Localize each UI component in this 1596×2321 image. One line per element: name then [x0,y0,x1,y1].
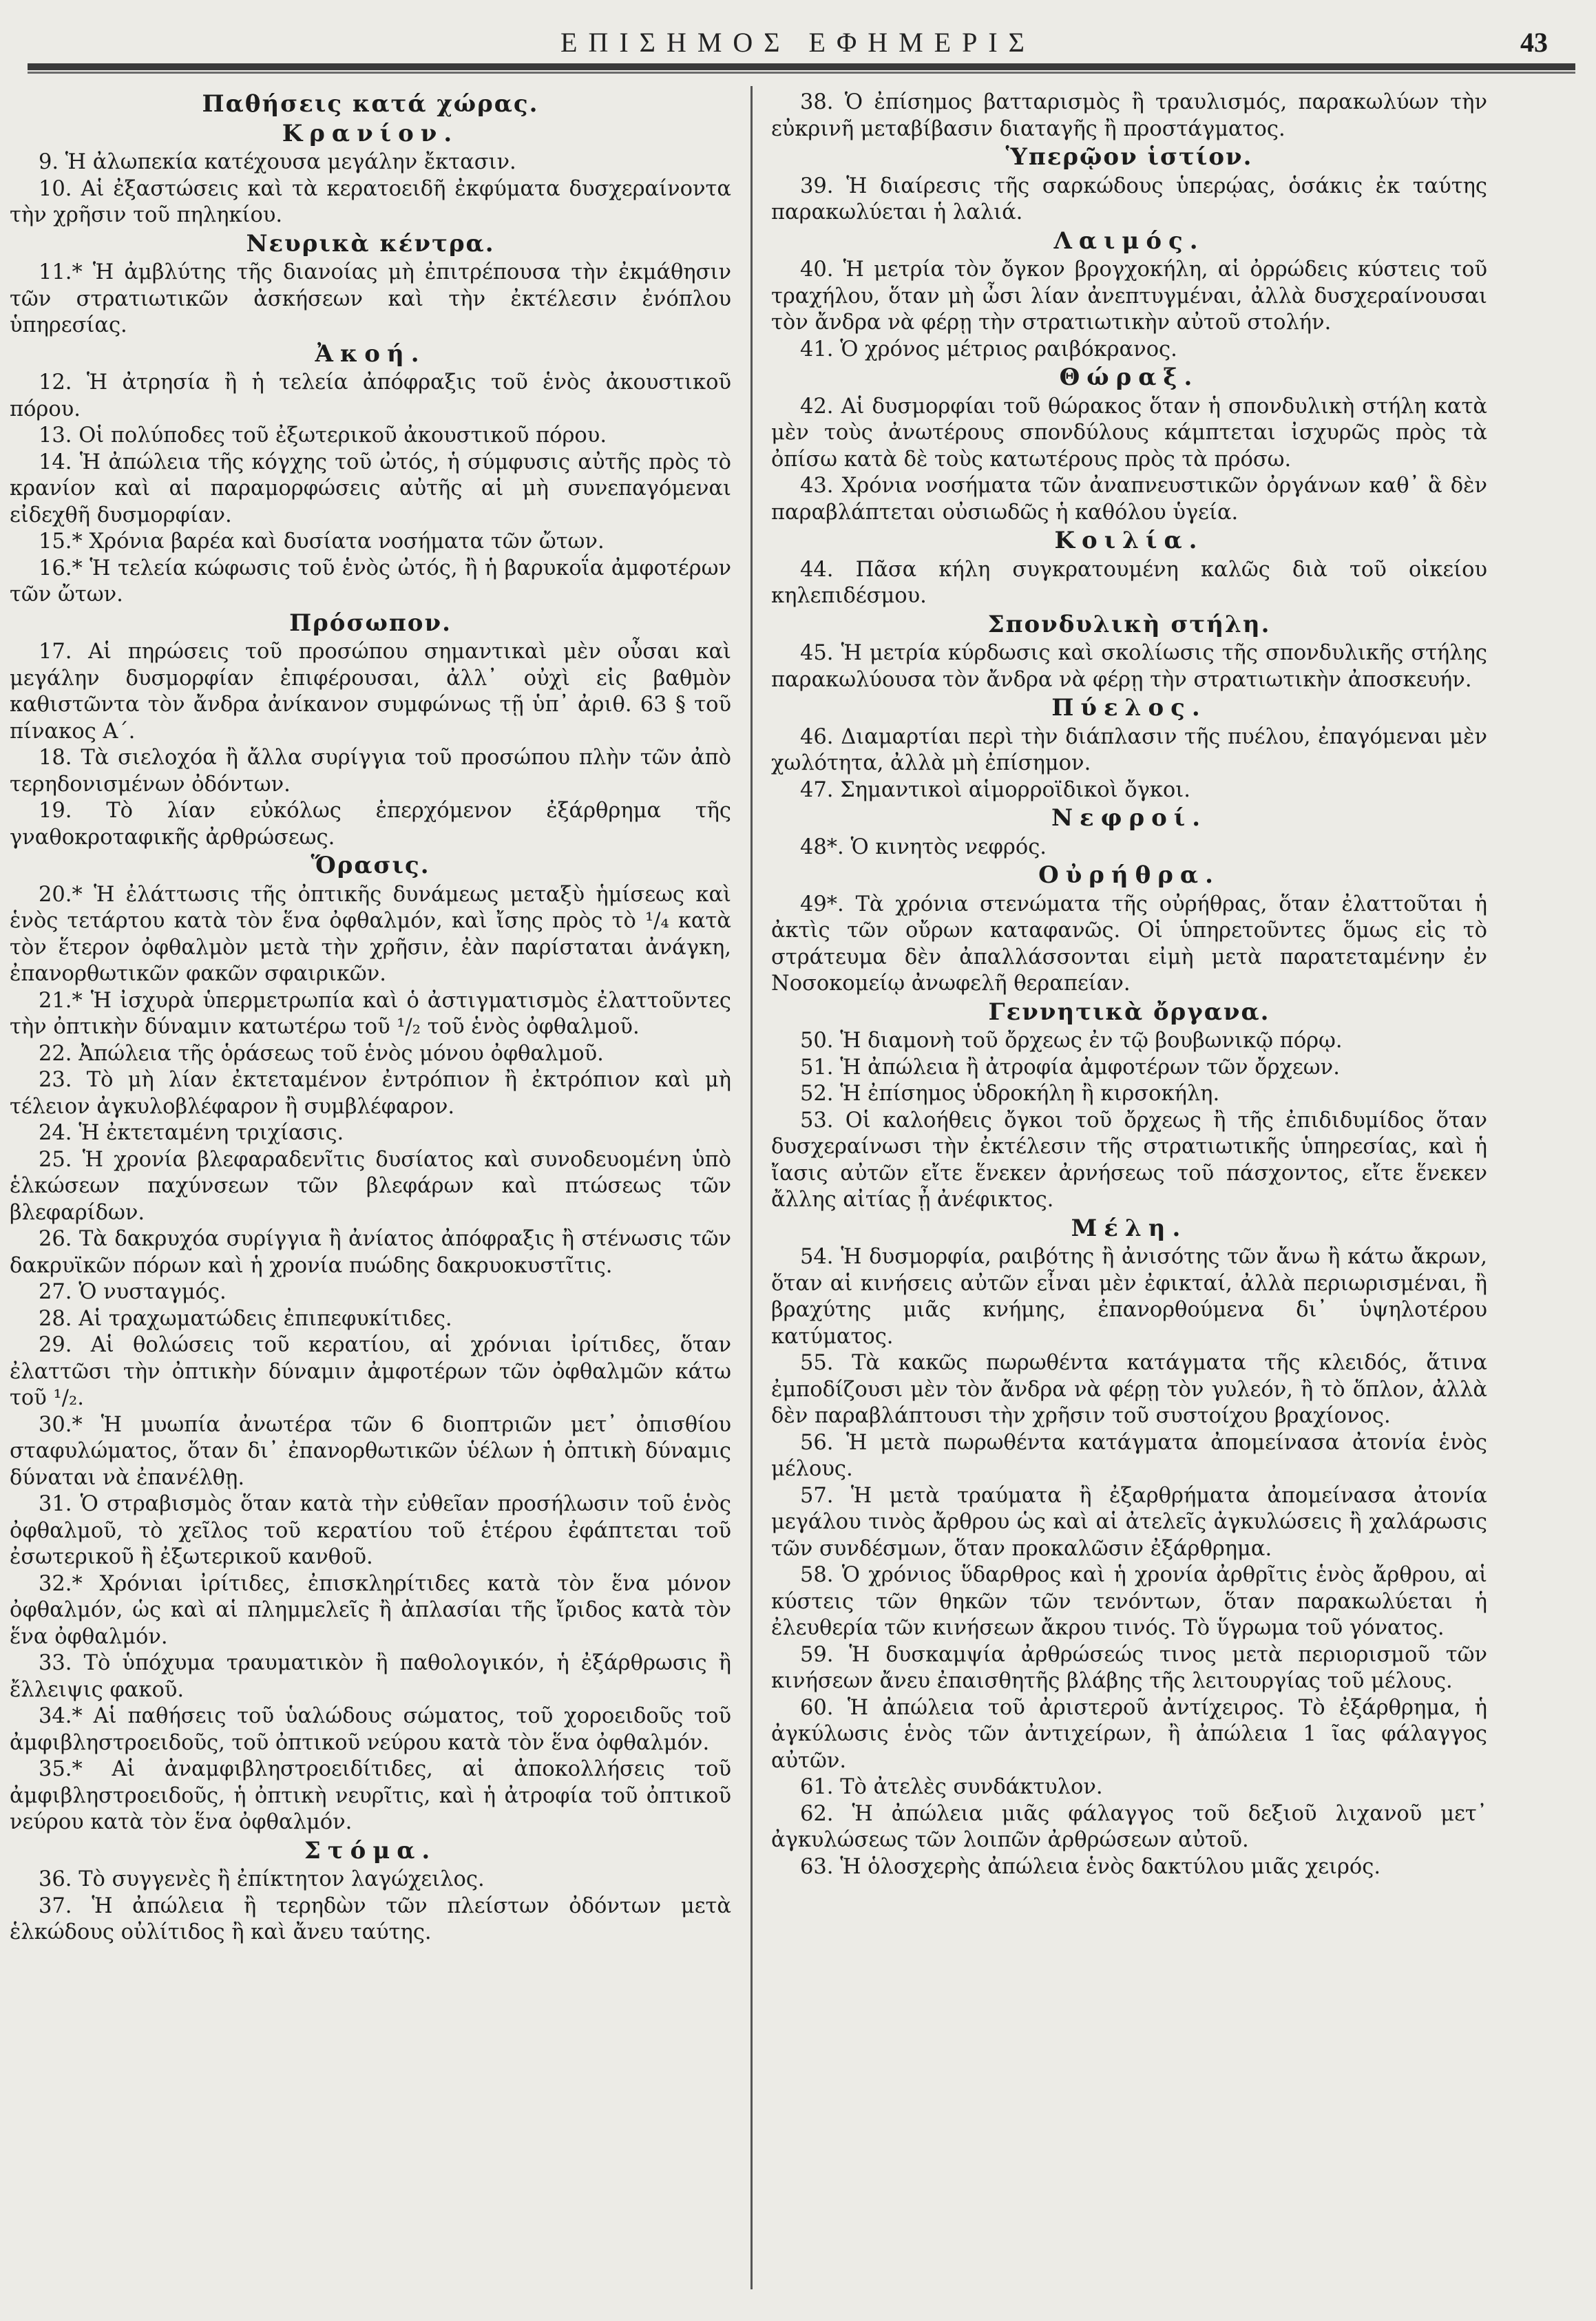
article-item: 48*. Ὁ κινητὸς νεφρός. [800,834,1047,859]
article-item: 37. Ἡ ἀπώλεια ἢ τερηδὼν τῶν πλείστων ὀδόντων μετὰ ἑλκώδους οὐλίτιδος ἢ καὶ ἄνευ ταύτης. [10,1893,731,1944]
article-item: 45. Ἡ μετρία κύρδωσις καὶ σκολίωσις τῆς σπονδυλικῆς στήλης παρακωλύουσα τὸν ἄνδρα νὰ φέρῃ τὴν στρατιωτικὴν ἀποσκευήν. [771,641,1487,692]
article-item: 24. Ἡ ἐκτεταμένη τριχίασις. [39,1121,344,1145]
article-item: 30.* Ἡ μυωπία ἀνωτέρα τῶν 6 διοπτριῶν μετ᾽ ὀπισθίου σταφυλώματος, ὅταν δι᾽ ἐπανορθωτικῶν ὑέλων ἡ ὀπτικὴ δύναμις δύναται νὰ ἐπανέλθῃ. [10,1412,731,1490]
section-heading: Ὅρασις. [311,852,430,879]
section-heading: Στόμα. [304,1836,437,1865]
article-item: 60. Ἡ ἀπώλεια τοῦ ἀριστεροῦ ἀντίχειρος. Τὸ ἐξάρθρημα, ἡ ἀγκύλωσις ἑνὸς τῶν ἀντιχείρων, ἢ ἀπώλεια 1 ῖας φάλαγγος αὐτῶν. [771,1695,1487,1773]
article-item: 29. Αἱ θολώσεις τοῦ κερατίου, αἱ χρόνιαι ἰρίτιδες, ὅταν ἐλαττῶσι τὴν ὀπτικὴν δύναμιν ἀμφοτέρων τῶν ὀφθαλμῶν κάτω τοῦ ¹/₂. [10,1333,731,1410]
article-item: 63. Ἡ ὁλοσχερὴς ἀπώλεια ἑνὸς δακτύλου μιᾶς χειρός. [800,1854,1381,1879]
article-item: 38. Ὁ ἐπίσημος βατταρισμὸς ἢ τραυλισμός, παρακωλύων τὴν εὐκρινῆ μεταβίβασιν διαταγῆς ἢ προστάγματος. [771,90,1487,141]
section-heading: Πρόσωπον. [289,609,452,637]
article-item: 31. Ὁ στραβισμὸς ὅταν κατὰ τὴν εὐθεῖαν προσήλωσιν τοῦ ἑνὸς ὀφθαλμοῦ, τὸ χεῖλος τοῦ κερατίου τοῦ ἑτέρου ἐφάπτεται τοῦ ἐσωτερικοῦ ἢ ἐξωτερικοῦ κανθοῦ. [10,1492,731,1569]
article-item: 25. Ἡ χρονία βλεφαραδενῖτις δυσίατος καὶ συνοδευομένη ὑπὸ ἑλκώσεων παχύνσεων τῶν βλεφάρων καὶ πτώσεως τῶν βλεφαρίδων. [10,1147,731,1225]
article-item: 22. Ἀπώλεια τῆς ὁράσεως τοῦ ἑνὸς μόνου ὀφθαλμοῦ. [39,1041,604,1066]
section-heading: Κρανίον. [282,119,459,147]
article-item: 58. Ὁ χρόνιος ὕδαρθρος καὶ ἡ χρονία ἀρθρῖτις ἑνὸς ἄρθρου, αἱ κύστεις τῶν θηκῶν τῶν τενόντων, ὅταν παρακωλύεται ἡ ἐλευθερία τῶν κινήσεων ἄκρου τινός. Τὸ ὕγρωμα τοῦ γόνατος. [771,1563,1487,1640]
article-item: 51. Ἡ ἀπώλεια ἢ ἀτροφία ἀμφοτέρων τῶν ὄρχεων. [800,1055,1340,1080]
article-item: 50. Ἡ διαμονὴ τοῦ ὄρχεως ἐν τῷ βουβωνικῷ πόρῳ. [800,1029,1343,1053]
article-item: 54. Ἡ δυσμορφία, ραιβότης ἢ ἀνισότης τῶν ἄνω ἢ κάτω ἄκρων, ὅταν αἱ κινήσεις αὐτῶν εἶναι μὲν ἐφικταί, ἀλλὰ περιωρισμέναι, ἢ βραχύτης μιᾶς κνήμης, ἐπανορθούμενα δι᾽ ὑψηλοτέρου κατύματος. [771,1245,1487,1349]
article-item: 59. Ἡ δυσκαμψία ἀρθρώσεώς τινος μετὰ περιορισμοῦ τῶν κινήσεων ἄνευ ἐπαισθητῆς βλάβης τῆς λειτουργίας τοῦ μέλους. [771,1642,1487,1693]
article-item: 49*. Τὰ χρόνια στενώματα τῆς οὐρήθρας, ὅταν ἐλαττοῦται ἡ ἀκτὶς τῶν οὔρων καταφανῶς. Οἱ ὑπηρετοῦντες ὅμως εἰς τὸ στράτευμα δὲν ἀπαλλάσσονται εἰμὴ μετὰ παρατεταμένην ἐν Νοσοκομείῳ ἀνωφελῆ θεραπείαν. [771,892,1487,996]
section-heading: Σπονδυλικὴ στήλη. [987,610,1271,638]
article-item: 17. Αἱ πηρώσεις τοῦ προσώπου σημαντικαὶ μὲν οὖσαι καὶ μεγάλην δυσμορφίαν ἐπιφέρουσαι, ἀλλ᾽ οὐχὶ εἰς βαθμὸν καθιστῶντα τὸν ἄνδρα ἀνίκανον συμφώνως τῇ ὑπ᾽ ἀριθ. 63 § τοῦ πίνακος Α΄. [10,640,731,744]
article-item: 46. Διαμαρτίαι περὶ τὴν διάπλασιν τῆς πυέλου, ἐπαγόμεναι μὲν χωλότητα, ἀλλὰ μὴ ἐπίσημον. [771,724,1487,775]
article-item: 36. Τὸ συγγενὲς ἢ ἐπίκτητον λαγώχειλος. [39,1867,485,1891]
newspaper-title: ΕΠΙΣΗΜΟΣ ΕΦΗΜΕΡΙΣ [560,27,1036,58]
article-item: 10. Αἱ ἐξαστώσεις καὶ τὰ κερατοειδῆ ἐκφύματα δυσχεραίνοντα τὴν χρῆσιν τοῦ πηληκίου. [10,176,731,227]
section-heading: Οὐρήθρα. [1038,861,1220,889]
left-column [10,90,731,2313]
article-item: 9. Ἡ ἀλωπεκία κατέχουσα μεγάλην ἔκτασιν. [39,150,516,174]
article-item: 41. Ὁ χρόνος μέτριος ραιβόκρανος. [800,337,1177,361]
article-item: 44. Πᾶσα κήλη συγκρατουμένη καλῶς διὰ τοῦ οἰκείου κηλεπιδέσμου. [771,557,1487,608]
section-heading: Νευρικὰ κέντρα. [246,229,495,258]
article-item: 32.* Χρόνιαι ἰρίτιδες, ἐπισκληρίτιδες κατὰ τὸν ἕνα μόνον ὀφθαλμόν, ὡς καὶ αἱ πλημμελεῖς ἢ ἀπλασίαι τῆς ἴριδος κατὰ τὸν ἕνα ὀφθαλμόν. [10,1571,731,1649]
article-item: 16.* Ἡ τελεία κώφωσις τοῦ ἑνὸς ὠτός, ἢ ἡ βαρυκοΐα ἀμφοτέρων τῶν ὤτων. [10,556,731,607]
article-item: 19. Τὸ λίαν εὐκόλως ἐπερχόμενον ἐξάρθρημα τῆς γναθοκροταφικῆς ἀρθρώσεως. [10,799,731,850]
article-item: 11.* Ἡ ἀμβλύτης τῆς διανοίας μὴ ἐπιτρέπουσα τὴν ἐκμάθησιν τῶν στρατιωτικῶν ἀσκήσεων καὶ τὴν ἐκτέλεσιν ἐνόπλου ὑπηρεσίας. [10,260,731,337]
right-column [771,90,1487,2313]
article-item: 12. Ἡ ἀτρησία ἢ ἡ τελεία ἀπόφραξις τοῦ ἑνὸς ἀκουστικοῦ πόρου. [10,370,731,421]
article-item: 39. Ἡ διαίρεσις τῆς σαρκώδους ὑπερῴας, ὁσάκις ἐκ ταύτης παρακωλύεται ἡ λαλιά. [771,174,1487,224]
section-heading: Νεφροί. [1051,804,1208,832]
article-item: 43. Χρόνια νοσήματα τῶν ἀναπνευστικῶν ὀργάνων καθ᾽ ἃ δὲν παραβλάπτεται οὐσιωδῶς ἡ καθόλου ὑγεία. [771,474,1487,525]
page-header [0,0,1596,63]
article-item: 35.* Αἱ ἀναμφιβληστροειδίτιδες, αἱ ἀποκολλήσεις τοῦ ἀμφιβληστροειδοῦς, ἡ ὀπτικὴ νευρῖτις, καὶ ἡ ἀτροφία τοῦ ὀπτικοῦ νεύρου κατὰ τὸν ἕνα ὀφθαλμόν. [10,1757,731,1834]
header-rule [28,63,1575,70]
article-item: 56. Ἡ μετὰ πωρωθέντα κατάγματα ἀπομείνασα ἀτονία ἑνὸς μέλους. [771,1430,1487,1481]
article-item: 28. Αἱ τραχωματώδεις ἐπιπεφυκίτιδες. [39,1306,452,1331]
article-item: 62. Ἡ ἀπώλεια μιᾶς φάλαγγος τοῦ δεξιοῦ λιχανοῦ μετ᾽ ἀγκυλώσεως τῶν λοιπῶν ἀρθρώσεων αὐτοῦ. [771,1801,1487,1852]
article-item: 21.* Ἡ ἰσχυρὰ ὑπερμετρωπία καὶ ὁ ἀστιγματισμὸς ἐλαττοῦντες τὴν ὀπτικὴν δύναμιν κατωτέρω τοῦ ¹/₂ τοῦ ἑνὸς ὀφθαλμοῦ. [10,988,731,1039]
section-heading: Ἀκοή. [315,339,426,368]
article-item: 13. Οἱ πολύποδες τοῦ ἐξωτερικοῦ ἀκουστικοῦ πόρου. [39,423,607,448]
article-item: 61. Τὸ ἀτελὲς συνδάκτυλον. [800,1775,1103,1799]
article-item: 14. Ἡ ἀπώλεια τῆς κόγχης τοῦ ὠτός, ἡ σύμφυσις αὐτῆς πρὸς τὸ κρανίον καὶ αἱ παραμορφώσεις αὐτῆς αἱ μὴ συνεπαγόμεναι εἰδεχθῆ δυσμορφίαν. [10,450,731,527]
article-item: 40. Ἡ μετρία τὸν ὄγκον βρογχοκήλη, αἱ ὀρρώδεις κύστεις τοῦ τραχήλου, ὅταν μὴ ὦσι λίαν ἀνεπτυγμέναι, ἀλλὰ δυσχεραίνουσαι τὸν ἄνδρα νὰ φέρῃ τὴν στρατιωτικὴν αὐτοῦ στολήν. [771,258,1487,335]
section-heading: Μέλη. [1071,1214,1188,1242]
article-item: 57. Ἡ μετὰ τραύματα ἢ ἐξαρθρήματα ἀπομείνασα ἀτονία μεγάλου τινὸς ἄρθρου ὡς καὶ αἱ ἀτελεῖς ἀγκυλώσεις ἢ χαλάρωσις τῶν συνδέσμων, ὅταν προκαλῶσιν ἐξάρθρημα. [771,1483,1487,1561]
article-item: 26. Τὰ δακρυχόα συρίγγια ἢ ἀνίατος ἀπόφραξις ἢ στένωσις τῶν δακρυϊκῶν πόρων καὶ ἡ χρονία πυώδης δακρυοκυστῖτις. [10,1227,731,1278]
article-item: 23. Τὸ μὴ λίαν ἐκτεταμένον ἐντρόπιον ἢ ἐκτρόπιον καὶ μὴ τέλειον ἀγκυλοβλέφαρον ἢ συμβλέφαρον. [10,1068,731,1119]
article-item: 34.* Αἱ παθήσεις τοῦ ὑαλώδους σώματος, τοῦ χοροειδοῦς τοῦ ἀμφιβληστροειδοῦς, τοῦ ὀπτικοῦ νεύρου κατὰ τὸν ἕνα ὀφθαλμόν. [10,1704,731,1755]
section-heading: Θώραξ. [1059,364,1199,391]
article-item: 53. Οἱ καλοήθεις ὄγκοι τοῦ ὄρχεως ἢ τῆς ἐπιδιδυμίδος ὅταν δυσχεραίνωσι τὴν ἐκτέλεσιν τῆς στρατιωτικῆς ὑπηρεσίας, καὶ ἡ ἴασις αὐτῶν εἴτε ἕνεκεν ἀρνήσεως τοῦ πάσχοντος, εἴτε ἕνεκεν ἄλλης αἰτίας ᾖ ἀνέφικτος. [771,1108,1487,1212]
section-heading: Παθήσεις κατά χώρας. [202,90,539,118]
article-item: 52. Ἡ ἐπίσημος ὑδροκήλη ἢ κιρσοκήλη. [800,1082,1220,1106]
article-item: 15.* Χρόνια βαρέα καὶ δυσίατα νοσήματα τῶν ὤτων. [39,529,605,554]
section-heading: Κοιλία. [1054,527,1204,554]
article-item: 47. Σημαντικοὶ αἱμορροϊδικοὶ ὄγκοι. [800,777,1190,802]
header-rule-thin [28,72,1575,74]
section-heading: Γεννητικὰ ὄργανα. [988,998,1270,1026]
article-item: 20.* Ἡ ἐλάττωσις τῆς ὀπτικῆς δυνάμεως μεταξὺ ἡμίσεως καὶ ἑνὸς τετάρτου κατὰ τὸν ἕνα ὀφθαλμόν, καὶ ἴσης πρὸς τὸ ¹/₄ κατὰ τὸν ἕτερον ὀφθαλμὸν μετὰ τὴν χρῆσιν, ἐὰν παρίσταται ἀνάγκη, ἐπανορθωτικῶν φακῶν σφαιρικῶν. [10,882,731,986]
section-heading: Λαιμός. [1053,227,1205,255]
article-item: 27. Ὁ νυσταγμός. [39,1280,227,1304]
section-heading: Ὑπερῷον ἱστίον. [1005,143,1253,171]
page-number: 43 [1520,27,1548,58]
section-heading: Πύελος. [1051,694,1207,722]
article-item: 55. Τὰ κακῶς πωρωθέντα κατάγματα τῆς κλειδός, ἅτινα ἐμποδίζουσι μὲν τὸν ἄνδρα νὰ φέρῃ τὸν γυλεόν, ἢ τὸ ὅπλον, ἀλλὰ δὲν παραβλάπτουσι τὴν χρῆσιν τοῦ συστοίχου βραχίονος. [771,1351,1487,1428]
article-item: 42. Αἱ δυσμορφίαι τοῦ θώρακος ὅταν ἡ σπονδυλικὴ στήλη κατὰ μὲν τοὺς ἀνωτέρους σπονδύλους κάμπτεται ἰσχυρῶς πρὸς τὰ ὀπίσω κατὰ δὲ τοὺς κατωτέρους πρὸς τὰ πρόσω. [771,394,1487,472]
column-divider [750,86,753,2289]
article-item: 33. Τὸ ὑπόχυμα τραυματικὸν ἢ παθολογικόν, ἡ ἐξάρθρωσις ἢ ἔλλειψις φακοῦ. [10,1651,731,1702]
article-item: 18. Τὰ σιελοχόα ἢ ἄλλα συρίγγια τοῦ προσώπου πλὴν τῶν ἀπὸ τερηδονισμένων ὀδόντων. [10,746,731,797]
